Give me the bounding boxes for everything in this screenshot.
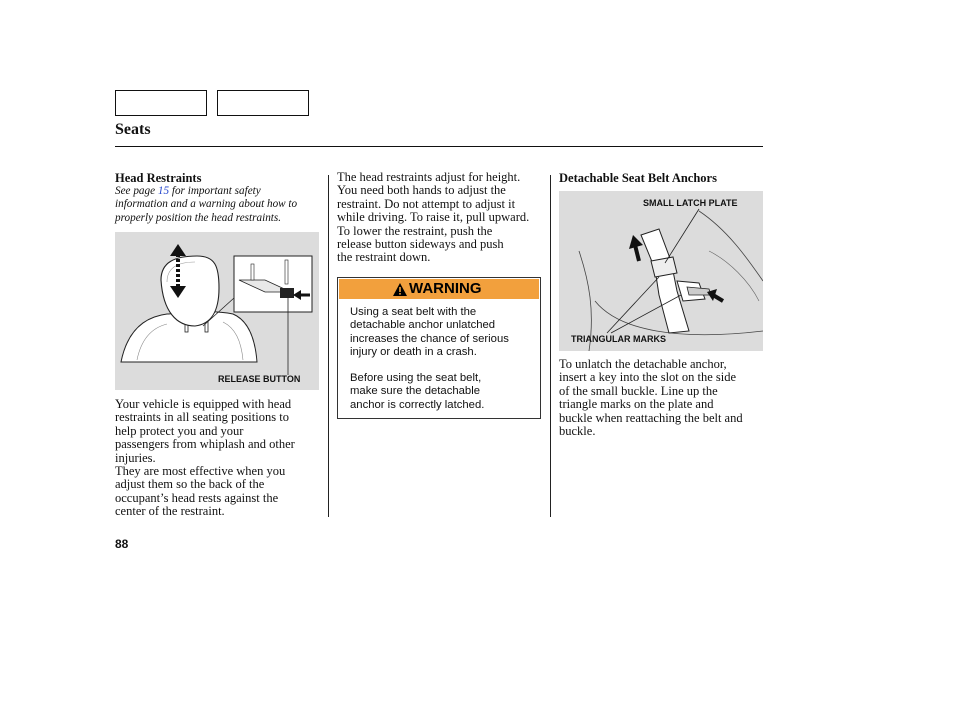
head-restraints-heading: Head Restraints [115,171,202,185]
body-line: restraints in all seating positions to [115,410,289,425]
warning-paragraph-1 [350,306,509,360]
safety-note-line [115,185,297,198]
title-rule [115,146,763,147]
release-button-caption: RELEASE BUTTON [218,374,301,384]
adjust-instructions [337,171,529,265]
note-prefix: See page [115,185,158,197]
body-line: To lower the restraint, push the [337,223,493,238]
page-title: Seats [115,121,151,138]
body-line: Your vehicle is equipped with head [115,397,292,411]
small-latch-plate-caption: SMALL LATCH PLATE [643,198,738,208]
nav-tab-box-2[interactable] [217,90,309,116]
triangular-marks-caption: TRIANGULAR MARKS [571,334,666,344]
body-line: release button sideways and push [337,237,504,252]
body-line: insert a key into the slot on the side [559,370,737,385]
seat-belt-drawing [559,191,763,351]
body-line: occupant’s head rests against the [115,490,279,505]
body-line: while driving. To raise it, pull upward. [337,210,530,225]
warning-line: Using a seat belt with the [350,306,477,318]
warning-title: WARNING [409,280,482,297]
page-number: 88 [115,537,129,551]
column-divider [328,175,329,517]
warning-line: Before using the seat belt, [350,372,482,384]
head-restraint-illustration [115,232,319,390]
column-divider [550,175,551,517]
unlatch-instructions [559,358,743,438]
safety-note [115,185,297,225]
warning-header [339,279,539,299]
body-line: the restraint down. [337,250,431,265]
body-line: triangle marks on the plate and [559,397,714,412]
safety-note-line: properly position the head restraints. [115,211,282,224]
warning-box [337,277,541,419]
seat-belt-anchors-heading: Detachable Seat Belt Anchors [559,171,717,185]
body-line: You need both hands to adjust the [337,183,506,198]
seat-belt-anchor-illustration [559,191,763,351]
body-line: passengers from whiplash and other [115,437,295,452]
body-line: center of the restraint. [115,504,225,519]
body-line: adjust them so the back of the [115,477,265,492]
body-line: buckle when reattaching the belt and [559,410,743,425]
body-line: help protect you and your [115,423,244,438]
page-15-link[interactable]: 15 [157,185,170,197]
head-restraint-drawing [115,232,319,390]
body-line: To unlatch the detachable anchor, [559,357,727,371]
safety-note-line: information and a warning about how to [115,198,298,211]
body-line: They are most effective when you [115,464,286,479]
body-line: restraint. Do not attempt to adjust it [337,196,516,211]
warning-line: make sure the detachable [350,385,480,398]
warning-paragraph-2 [350,372,484,412]
warning-line: increases the chance of serious [350,332,509,345]
warning-line: injury or death in a crash. [350,346,477,359]
nav-tab-box-1[interactable] [115,90,207,116]
warning-line: anchor is correctly latched. [350,398,485,411]
warning-line: detachable anchor unlatched [350,319,496,332]
body-line: of the small buckle. Line up the [559,383,718,398]
body-line: The head restraints adjust for height. [337,170,521,184]
head-restraints-body [115,398,295,519]
body-line: buckle. [559,424,596,439]
note-suffix: for important safety [169,185,261,197]
warning-triangle-icon [393,283,407,296]
body-line: injuries. [115,450,156,465]
